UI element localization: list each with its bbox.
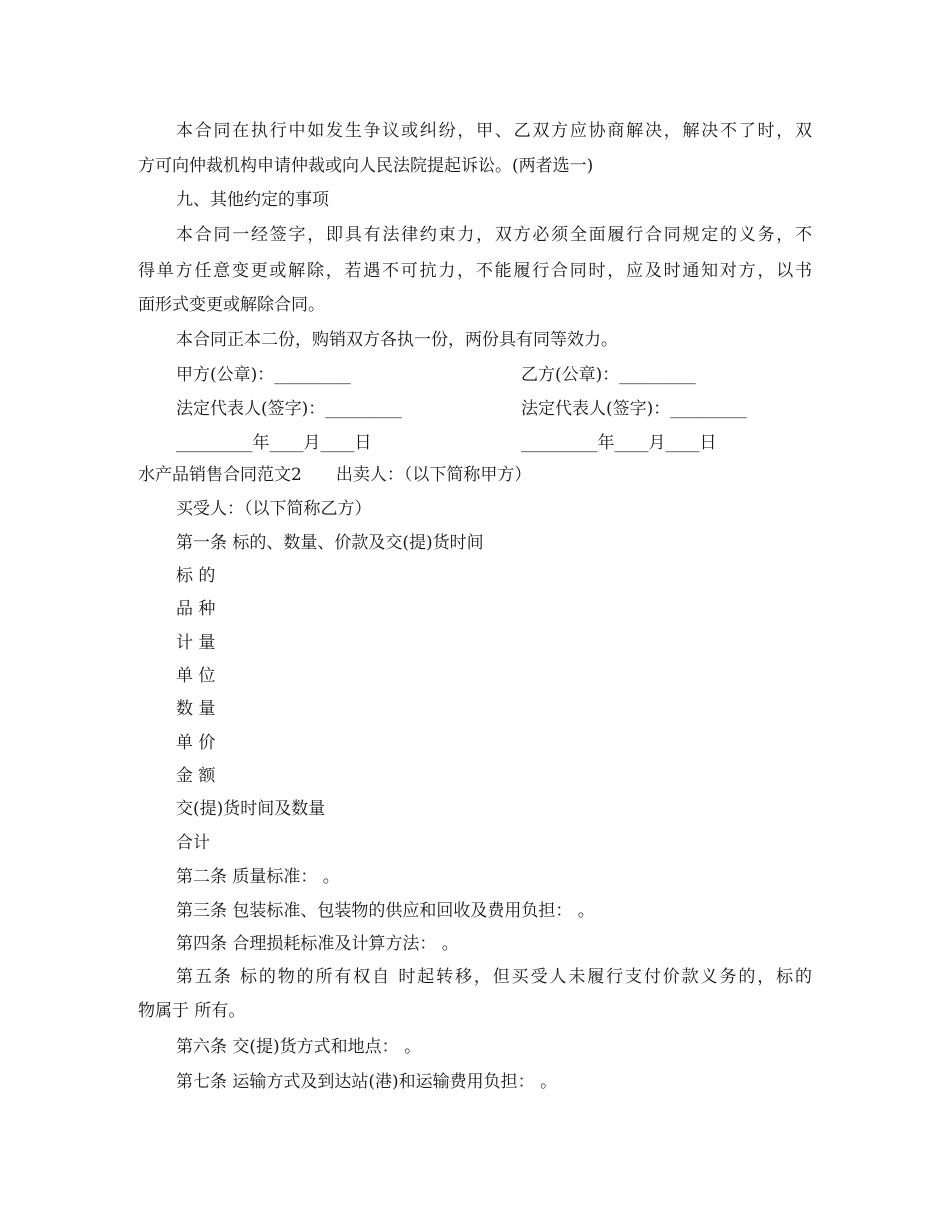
article-7: 第七条 运输方式及到达站(港)和运输费用负担： 。 <box>176 1072 558 1092</box>
paragraph-copies: 本合同正本二份，购销双方各执一份，两份具有同等效力。 <box>176 330 618 350</box>
article-2: 第二条 质量标准： 。 <box>176 867 340 887</box>
article-3: 第三条 包装标准、包装物的供应和回收及费用负担： 。 <box>176 901 595 921</box>
paragraph-binding-line-2: 得单方任意变更或解除，若遇不可抗力，不能履行合同时，应及时通知对方，以书 <box>138 261 812 281</box>
table-item: 计 量 <box>176 633 216 653</box>
table-item: 单 价 <box>176 733 216 753</box>
date-b: _________年____月____日 <box>521 433 717 453</box>
article-6: 第六条 交(提)货方式和地点： 。 <box>176 1037 422 1057</box>
table-item: 数 量 <box>176 699 216 719</box>
article-1: 第一条 标的、数量、价款及交(提)货时间 <box>176 533 484 553</box>
section-9-heading: 九、其他约定的事项 <box>176 190 329 210</box>
party-b-seal: 乙方(公章)：_________ <box>521 365 696 385</box>
table-item: 交(提)货时间及数量 <box>176 799 326 819</box>
paragraph-binding-line-1: 本合同一经签字，即具有法律约束力，双方必须全面履行合同规定的义务，不 <box>176 225 812 245</box>
paragraph-dispute-line-1: 本合同在执行中如发生争议或纠纷，甲、乙双方应协商解决，解决不了时，双 <box>176 121 812 141</box>
buyer-line: 买受人：（以下简称乙方） <box>176 499 372 519</box>
legal-rep-a-signature: 法定代表人(签字)：_________ <box>176 399 402 419</box>
article-5-line-2: 物属于 所有。 <box>138 1001 246 1021</box>
article-5-line-1: 第五条 标的物的所有权自 时起转移，但买受人未履行支付价款义务的，标的 <box>176 967 812 987</box>
legal-rep-b-signature: 法定代表人(签字)：_________ <box>521 399 747 419</box>
article-4: 第四条 合理损耗标准及计算方法： 。 <box>176 934 459 954</box>
table-item: 标 的 <box>176 566 216 586</box>
date-a: _________年____月____日 <box>176 433 372 453</box>
table-item: 品 种 <box>176 599 216 619</box>
paragraph-dispute-line-2: 方可向仲裁机构申请仲裁或向人民法院提起诉讼。(两者选一) <box>138 156 594 176</box>
table-item: 金 额 <box>176 766 216 786</box>
second-contract-heading: 水产品销售合同范文2 出卖人：（以下简称甲方） <box>138 465 532 485</box>
table-item: 单 位 <box>176 666 216 686</box>
paragraph-binding-line-3: 面形式变更或解除合同。 <box>138 295 325 315</box>
table-item: 合计 <box>176 833 210 853</box>
party-a-seal: 甲方(公章)：_________ <box>176 365 351 385</box>
